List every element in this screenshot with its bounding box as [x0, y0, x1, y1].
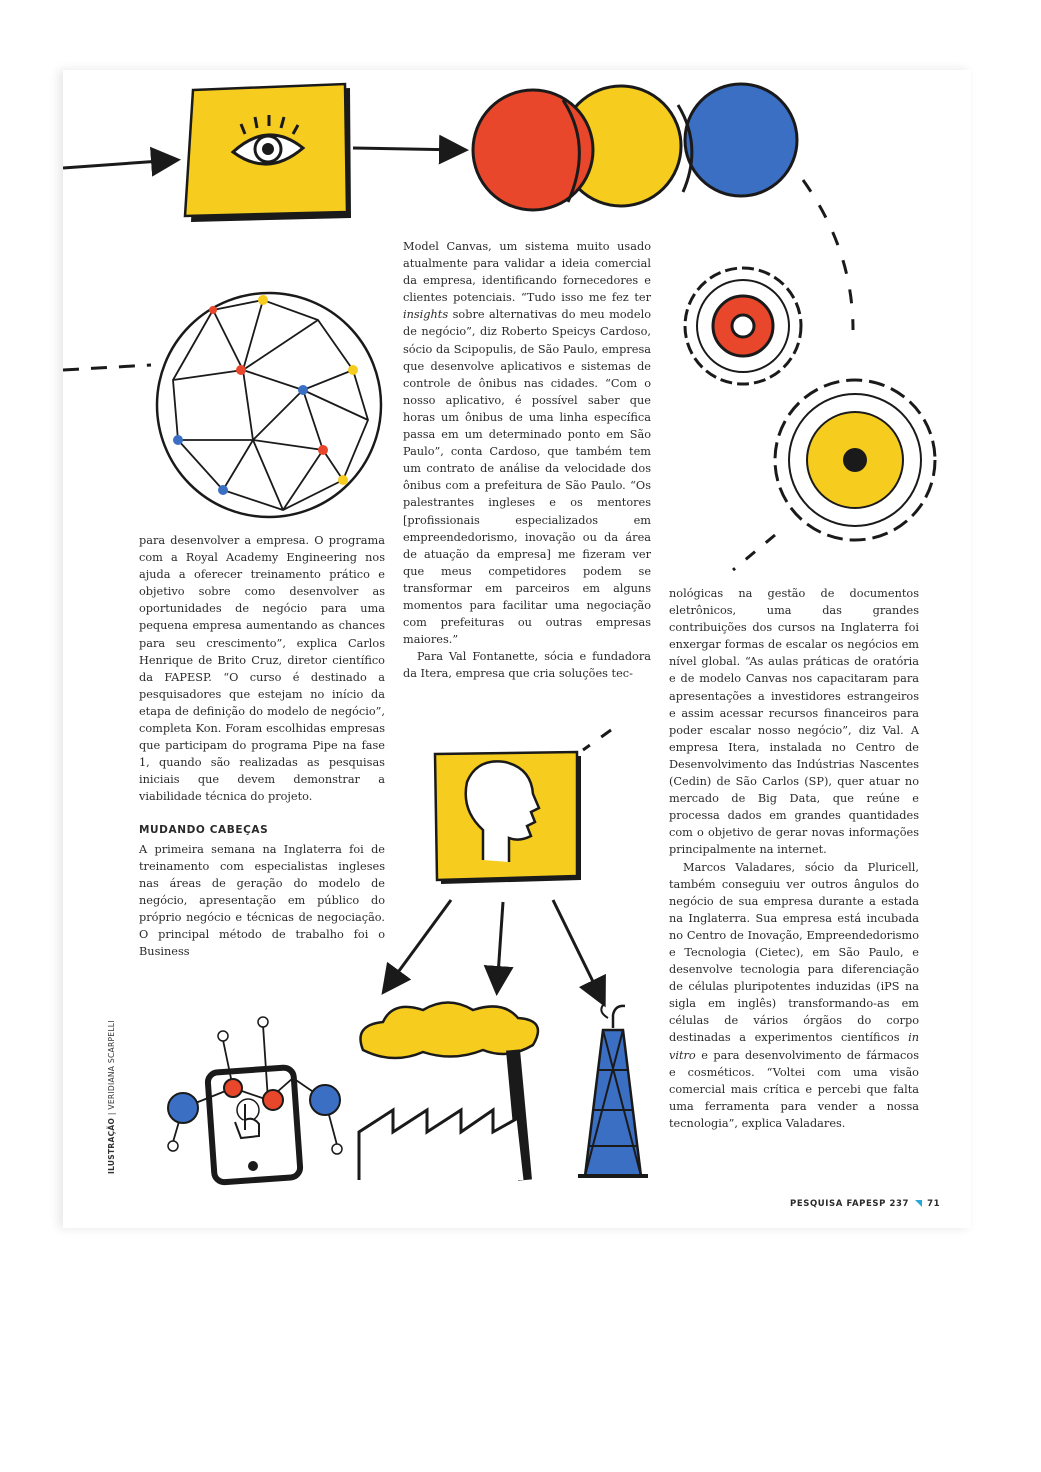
dashed-path-gear-down: [733, 535, 775, 570]
text-run: Marcos Valadares, sócio da Pluricell, também conseguiu ver outros ângulos do negócio de sua empresa durante a estada na Inglaterra. Sua empresa está incubada no Centro de Inovação, Empreendedorismo e Tecnologia (Cietec), em São Paulo, e desenvolve tecnologia para diferenciação de células pluripotentes induzidas (iPS na sigla em inglês) transformando-as em células de vários órgãos do corpo destinadas a experimentos científicos: [669, 860, 919, 1045]
italic-text: in vitro: [669, 1031, 919, 1062]
text-run: e para desenvolvimento de fármacos e cosméticos. “Voltei com uma visão comercial mais crítica e percebi que falta uma ferramenta para vender a nossa tecnologia”, explica Valadares.: [669, 1048, 919, 1130]
arrow-to-oil: [553, 900, 603, 1002]
head-profile-icon: [435, 752, 581, 884]
network-sphere-icon: [157, 293, 381, 517]
dashed-path-to-head: [583, 730, 611, 750]
triangle-icon: [915, 1200, 922, 1207]
oil-derrick-icon: [578, 1005, 648, 1176]
dashed-path-to-network: [63, 365, 151, 370]
section-subhead: MUDANDO CABEÇAS: [139, 823, 269, 836]
text-column-2: [403, 238, 651, 682]
italic-text: insights: [403, 308, 449, 322]
text-run: sobre alternativas do meu modelo de negócio”, diz Roberto Speicys Cardoso, sócio da Scipopulis, de São Paulo, empresa que desenvolve aplicativos e sistemas de controle de ônibus nas cidades. “Com o nosso aplicativo, é possível saber que horas um ônibus de uma linha específica passa em um determinado ponto em São Paulo”, conta Cardoso, que também tem um contrato de análise da velocidade dos ônibus com a prefeitura de São Paulo. “Os palestrantes ingleses e os mentores [profissionais especializados em empreendedorismo, inovação ou da área de atuação da empresa] me fizeram ver que meus competidores podem se transformar em parceiros em alguns momentos para facilitar uma negociação com prefeituras ou outras empresas maiores.”: [403, 308, 651, 647]
credit-separator: |: [107, 1112, 116, 1116]
overlapping-circles-icon: [473, 84, 797, 210]
gears-icon: [685, 268, 935, 540]
paragraph: A primeira semana na Inglaterra foi de treinamento com especialistas ingleses nas áreas de geração do modelo de negócio, apresentação em público do próprio negócio e técnicas de negociação. O principal método de trabalho foi o Business: [139, 842, 385, 959]
paragraph: Para Val Fontanette, sócia e fundadora da Itera, empresa que cria soluções tec-: [403, 650, 651, 681]
magazine-page: [63, 70, 971, 1228]
magazine-name: PESQUISA FAPESP 237: [790, 1199, 910, 1209]
text-run: Model Canvas, um sistema muito usado atualmente para validar a ideia comercial da empresa, identificando fornecedores e clientes potenciais. “Tudo isso me fez ter: [403, 240, 651, 305]
paragraph: [403, 238, 651, 648]
paragraph: nológicas na gestão de documentos eletrônicos, uma das grandes contribuições dos cursos na Inglaterra foi enxergar formas de escalar os negócios em nível global. “As aulas práticas de oratória e de modelo Canvas nos capacitaram para apresentações a investidores estrangeiros e assim acessar recursos financeiros para poder escalar nosso negócio”, diz Val. A empresa Itera, instalada no Centro de Desenvolvimento das Indústrias Nascentes (Cedin) de São Carlos (SP), quer atuar no mercado de Big Data, que reúne e processa dados em grandes quantidades com o objetivo de gerar novas informações principalmente na internet.: [669, 587, 919, 857]
text-column-1: [139, 532, 385, 960]
arrow-to-phone: [385, 900, 451, 990]
paragraph: [669, 859, 919, 1133]
page-footer: [790, 1199, 940, 1209]
arrow-to-factory: [497, 902, 503, 990]
text-column-3: [669, 585, 919, 1132]
eye-icon: [185, 84, 351, 222]
credit-name: VERIDIANA SCARPELLI: [107, 1020, 116, 1110]
arrow-to-circles: [353, 148, 463, 150]
page-number: 71: [927, 1199, 941, 1209]
dashed-path-to-gears: [803, 180, 853, 330]
factory-icon: [359, 1003, 538, 1181]
illustration-credit: [107, 1020, 116, 1174]
credit-label: ILUSTRAÇÃO: [107, 1117, 116, 1174]
paragraph: para desenvolver a empresa. O programa com a Royal Academy Engineering nos ajuda a oferecer treinamento prático e objetivo sobre como desenvolver as oportunidades de negócio para uma pequena empresa aumentando as chances para seu crescimento”, explica Carlos Henrique de Brito Cruz, diretor científico da FAPESP. “O curso é destinado a pesquisadores que estejam no início da etapa de definição do modelo de negócio”, completa Kon. Foram escolhidas empresas que participam do programa Pipe na fase 1, quando são realizadas as pesquisas iniciais que devem demonstrar a viabilidade técnica do projeto.: [139, 534, 385, 804]
arrow-to-eye: [63, 160, 175, 168]
smartphone-touch-icon: [168, 1017, 342, 1183]
